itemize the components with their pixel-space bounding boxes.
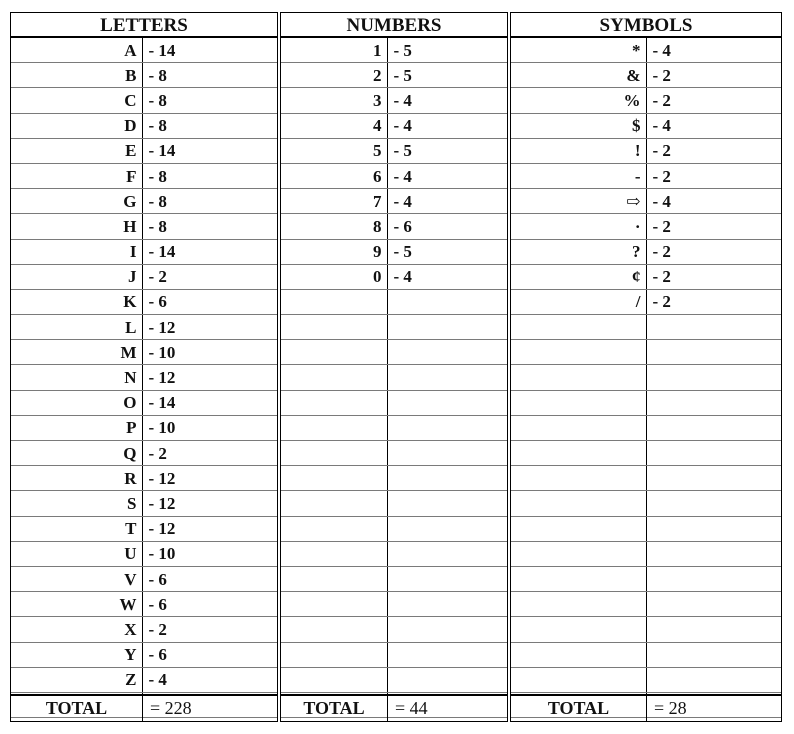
symbols-key: ¢ <box>511 264 646 289</box>
numbers-row <box>281 617 507 642</box>
numbers-count: - 4 <box>387 88 507 113</box>
letters-key: D <box>11 113 142 138</box>
letters-key: H <box>11 214 142 239</box>
symbols-empty-cell <box>646 340 781 365</box>
numbers-key: 5 <box>281 138 387 163</box>
symbols-row <box>511 592 781 617</box>
letters-row <box>11 667 277 692</box>
letters-count: - 12 <box>142 466 277 491</box>
symbols-key: · <box>511 214 646 239</box>
symbols-key: & <box>511 63 646 88</box>
numbers-empty-cell <box>281 592 387 617</box>
numbers-row <box>281 592 507 617</box>
letters-header: LETTERS <box>10 12 278 38</box>
numbers-row <box>281 365 507 390</box>
numbers-key: 7 <box>281 189 387 214</box>
letters-row <box>11 38 277 63</box>
letters-row <box>11 466 277 491</box>
numbers-count: - 5 <box>387 63 507 88</box>
letters-row <box>11 516 277 541</box>
symbols-empty-cell <box>511 415 646 440</box>
symbols-row <box>511 189 781 214</box>
symbols-empty-cell <box>646 390 781 415</box>
numbers-row <box>281 138 507 163</box>
numbers-total-label: TOTAL <box>281 696 388 721</box>
numbers-empty-cell <box>281 466 387 491</box>
arrow-right-icon: ⇨ <box>511 189 646 214</box>
letters-key: U <box>11 541 142 566</box>
symbols-empty-cell <box>511 667 646 692</box>
symbols-empty-cell <box>511 566 646 591</box>
letters-count: - 12 <box>142 491 277 516</box>
symbols-count: - 2 <box>646 289 781 314</box>
symbols-row <box>511 315 781 340</box>
numbers-table <box>281 38 507 718</box>
letters-row <box>11 63 277 88</box>
letters-key: Y <box>11 642 142 667</box>
symbols-key: - <box>511 163 646 188</box>
symbols-empty-cell <box>511 441 646 466</box>
numbers-key: 4 <box>281 113 387 138</box>
letters-row <box>11 592 277 617</box>
symbols-empty-cell <box>511 516 646 541</box>
numbers-empty-cell <box>387 617 507 642</box>
letters-row <box>11 642 277 667</box>
letters-count: - 14 <box>142 239 277 264</box>
letters-key: Z <box>11 667 142 692</box>
symbols-body <box>510 38 782 694</box>
symbols-empty-cell <box>646 566 781 591</box>
symbols-table <box>511 38 781 718</box>
symbols-empty-cell <box>646 466 781 491</box>
letters-key: Q <box>11 441 142 466</box>
symbols-empty-cell <box>511 617 646 642</box>
numbers-row <box>281 163 507 188</box>
numbers-empty-cell <box>387 566 507 591</box>
numbers-row <box>281 516 507 541</box>
numbers-empty-cell <box>387 516 507 541</box>
symbols-count: - 2 <box>646 239 781 264</box>
numbers-key: 0 <box>281 264 387 289</box>
numbers-body <box>280 38 508 694</box>
numbers-empty-cell <box>387 315 507 340</box>
symbols-row <box>511 88 781 113</box>
symbols-empty-cell <box>646 516 781 541</box>
numbers-row <box>281 239 507 264</box>
numbers-empty-cell <box>281 642 387 667</box>
letters-table <box>11 38 277 718</box>
numbers-row <box>281 214 507 239</box>
numbers-row <box>281 491 507 516</box>
symbols-key: * <box>511 38 646 63</box>
numbers-empty-cell <box>281 491 387 516</box>
letters-count: - 6 <box>142 566 277 591</box>
symbols-row <box>511 516 781 541</box>
symbols-row <box>511 415 781 440</box>
numbers-row <box>281 315 507 340</box>
numbers-count: - 4 <box>387 113 507 138</box>
letters-key: G <box>11 189 142 214</box>
symbols-row <box>511 264 781 289</box>
symbols-count: - 4 <box>646 38 781 63</box>
symbols-empty-cell <box>646 642 781 667</box>
symbols-key: $ <box>511 113 646 138</box>
symbols-total-value: = 28 <box>654 698 687 718</box>
symbols-empty-cell <box>646 541 781 566</box>
numbers-count: - 4 <box>387 163 507 188</box>
symbols-empty-cell <box>511 390 646 415</box>
symbols-empty-cell <box>511 315 646 340</box>
symbols-row <box>511 566 781 591</box>
letters-key: L <box>11 315 142 340</box>
letters-count: - 2 <box>142 264 277 289</box>
letters-key: C <box>11 88 142 113</box>
numbers-empty-cell <box>387 289 507 314</box>
letters-row <box>11 138 277 163</box>
numbers-empty-cell <box>387 340 507 365</box>
letters-total-value: = 228 <box>150 698 192 718</box>
numbers-row <box>281 63 507 88</box>
numbers-row <box>281 466 507 491</box>
numbers-empty-cell <box>281 365 387 390</box>
letters-row <box>11 239 277 264</box>
symbols-empty-cell <box>511 491 646 516</box>
numbers-empty-cell <box>387 415 507 440</box>
numbers-empty-cell <box>281 617 387 642</box>
symbols-total-row <box>510 694 782 722</box>
letters-row <box>11 441 277 466</box>
symbols-row <box>511 466 781 491</box>
symbols-empty-cell <box>646 667 781 692</box>
letters-total-label: TOTAL <box>11 696 143 721</box>
letters-body <box>10 38 278 694</box>
letters-count: - 14 <box>142 38 277 63</box>
symbols-count: - 2 <box>646 214 781 239</box>
letters-count: - 4 <box>142 667 277 692</box>
symbols-key: % <box>511 88 646 113</box>
symbols-empty-cell <box>511 340 646 365</box>
symbols-row <box>511 441 781 466</box>
symbols-count: - 2 <box>646 138 781 163</box>
letters-row <box>11 189 277 214</box>
letters-row <box>11 390 277 415</box>
numbers-panel <box>280 12 508 722</box>
letters-key: P <box>11 415 142 440</box>
symbols-row <box>511 617 781 642</box>
symbols-row <box>511 642 781 667</box>
symbols-empty-cell <box>511 541 646 566</box>
letters-row <box>11 264 277 289</box>
numbers-row <box>281 113 507 138</box>
symbols-empty-cell <box>511 365 646 390</box>
numbers-count: - 4 <box>387 264 507 289</box>
letters-row <box>11 491 277 516</box>
letters-count: - 10 <box>142 415 277 440</box>
numbers-total-value: = 44 <box>395 698 428 718</box>
numbers-row <box>281 441 507 466</box>
letters-key: I <box>11 239 142 264</box>
numbers-count: - 5 <box>387 38 507 63</box>
numbers-empty-cell <box>281 667 387 692</box>
symbols-row <box>511 113 781 138</box>
numbers-row <box>281 566 507 591</box>
numbers-empty-cell <box>387 642 507 667</box>
symbols-empty-cell <box>511 466 646 491</box>
numbers-empty-cell <box>387 491 507 516</box>
numbers-row <box>281 189 507 214</box>
symbols-key: ? <box>511 239 646 264</box>
symbols-empty-cell <box>646 441 781 466</box>
symbols-count: - 4 <box>646 113 781 138</box>
symbols-key: / <box>511 289 646 314</box>
symbols-header: SYMBOLS <box>510 12 782 38</box>
numbers-total-row <box>280 694 508 722</box>
letters-total-row <box>10 694 278 722</box>
symbols-empty-cell <box>646 592 781 617</box>
symbols-row <box>511 390 781 415</box>
letters-count: - 12 <box>142 516 277 541</box>
letters-count: - 6 <box>142 642 277 667</box>
letters-row <box>11 315 277 340</box>
letters-key: R <box>11 466 142 491</box>
numbers-empty-cell <box>387 667 507 692</box>
numbers-empty-cell <box>281 315 387 340</box>
letters-count: - 2 <box>142 617 277 642</box>
letters-row <box>11 617 277 642</box>
symbols-empty-cell <box>646 415 781 440</box>
symbols-count: - 2 <box>646 63 781 88</box>
symbols-empty-cell <box>646 491 781 516</box>
letters-row <box>11 415 277 440</box>
letters-count: - 10 <box>142 340 277 365</box>
letters-row <box>11 365 277 390</box>
letters-row <box>11 289 277 314</box>
numbers-empty-cell <box>281 441 387 466</box>
numbers-count: - 4 <box>387 189 507 214</box>
letters-key: S <box>11 491 142 516</box>
letters-key: O <box>11 390 142 415</box>
numbers-empty-cell <box>387 541 507 566</box>
letters-key: W <box>11 592 142 617</box>
numbers-empty-cell <box>281 516 387 541</box>
symbols-row <box>511 667 781 692</box>
numbers-empty-cell <box>281 566 387 591</box>
symbols-row <box>511 541 781 566</box>
numbers-row <box>281 667 507 692</box>
numbers-empty-cell <box>281 415 387 440</box>
numbers-empty-cell <box>281 289 387 314</box>
letters-count: - 8 <box>142 163 277 188</box>
numbers-empty-cell <box>387 441 507 466</box>
letters-count: - 8 <box>142 88 277 113</box>
letters-count: - 8 <box>142 113 277 138</box>
letters-key: M <box>11 340 142 365</box>
numbers-count: - 6 <box>387 214 507 239</box>
numbers-key: 6 <box>281 163 387 188</box>
symbols-empty-cell <box>511 642 646 667</box>
symbols-row <box>511 138 781 163</box>
numbers-empty-cell <box>281 390 387 415</box>
letters-row <box>11 113 277 138</box>
letters-key: J <box>11 264 142 289</box>
letters-count: - 2 <box>142 441 277 466</box>
numbers-row <box>281 541 507 566</box>
symbols-total-label: TOTAL <box>511 696 647 721</box>
symbols-row <box>511 289 781 314</box>
letters-count: - 6 <box>142 289 277 314</box>
symbols-row <box>511 239 781 264</box>
numbers-key: 8 <box>281 214 387 239</box>
symbols-row <box>511 163 781 188</box>
symbols-row <box>511 38 781 63</box>
letters-key: T <box>11 516 142 541</box>
symbols-row <box>511 63 781 88</box>
numbers-key: 2 <box>281 63 387 88</box>
numbers-row <box>281 415 507 440</box>
letters-key: A <box>11 38 142 63</box>
letters-count: - 12 <box>142 315 277 340</box>
letters-row <box>11 88 277 113</box>
letters-row <box>11 541 277 566</box>
numbers-row <box>281 264 507 289</box>
letters-key: E <box>11 138 142 163</box>
symbols-count: - 4 <box>646 189 781 214</box>
letters-count: - 6 <box>142 592 277 617</box>
numbers-row <box>281 88 507 113</box>
symbols-empty-cell <box>511 592 646 617</box>
symbols-row <box>511 365 781 390</box>
numbers-header: NUMBERS <box>280 12 508 38</box>
letters-row <box>11 214 277 239</box>
numbers-count: - 5 <box>387 239 507 264</box>
symbols-row <box>511 491 781 516</box>
letters-key: N <box>11 365 142 390</box>
symbols-count: - 2 <box>646 264 781 289</box>
symbols-empty-cell <box>646 365 781 390</box>
symbols-empty-cell <box>646 315 781 340</box>
numbers-empty-cell <box>281 541 387 566</box>
letters-key: B <box>11 63 142 88</box>
letters-count: - 10 <box>142 541 277 566</box>
numbers-empty-cell <box>387 365 507 390</box>
numbers-row <box>281 289 507 314</box>
letters-key: F <box>11 163 142 188</box>
letters-row <box>11 340 277 365</box>
numbers-key: 9 <box>281 239 387 264</box>
numbers-empty-cell <box>387 390 507 415</box>
symbols-row <box>511 340 781 365</box>
numbers-key: 1 <box>281 38 387 63</box>
numbers-empty-cell <box>281 340 387 365</box>
letters-key: K <box>11 289 142 314</box>
numbers-row <box>281 390 507 415</box>
letters-row <box>11 163 277 188</box>
numbers-count: - 5 <box>387 138 507 163</box>
numbers-row <box>281 340 507 365</box>
symbols-row <box>511 214 781 239</box>
symbols-count: - 2 <box>646 88 781 113</box>
letters-count: - 8 <box>142 214 277 239</box>
character-count-sheet <box>10 12 782 722</box>
letters-key: V <box>11 566 142 591</box>
letters-row <box>11 566 277 591</box>
numbers-empty-cell <box>387 592 507 617</box>
symbols-empty-cell <box>646 617 781 642</box>
symbols-key: ! <box>511 138 646 163</box>
numbers-row <box>281 38 507 63</box>
numbers-key: 3 <box>281 88 387 113</box>
symbols-panel <box>510 12 782 722</box>
symbols-count: - 2 <box>646 163 781 188</box>
letters-key: X <box>11 617 142 642</box>
numbers-row <box>281 642 507 667</box>
numbers-empty-cell <box>387 466 507 491</box>
letters-count: - 14 <box>142 390 277 415</box>
letters-count: - 8 <box>142 63 277 88</box>
letters-count: - 8 <box>142 189 277 214</box>
letters-count: - 12 <box>142 365 277 390</box>
letters-count: - 14 <box>142 138 277 163</box>
letters-panel <box>10 12 278 722</box>
